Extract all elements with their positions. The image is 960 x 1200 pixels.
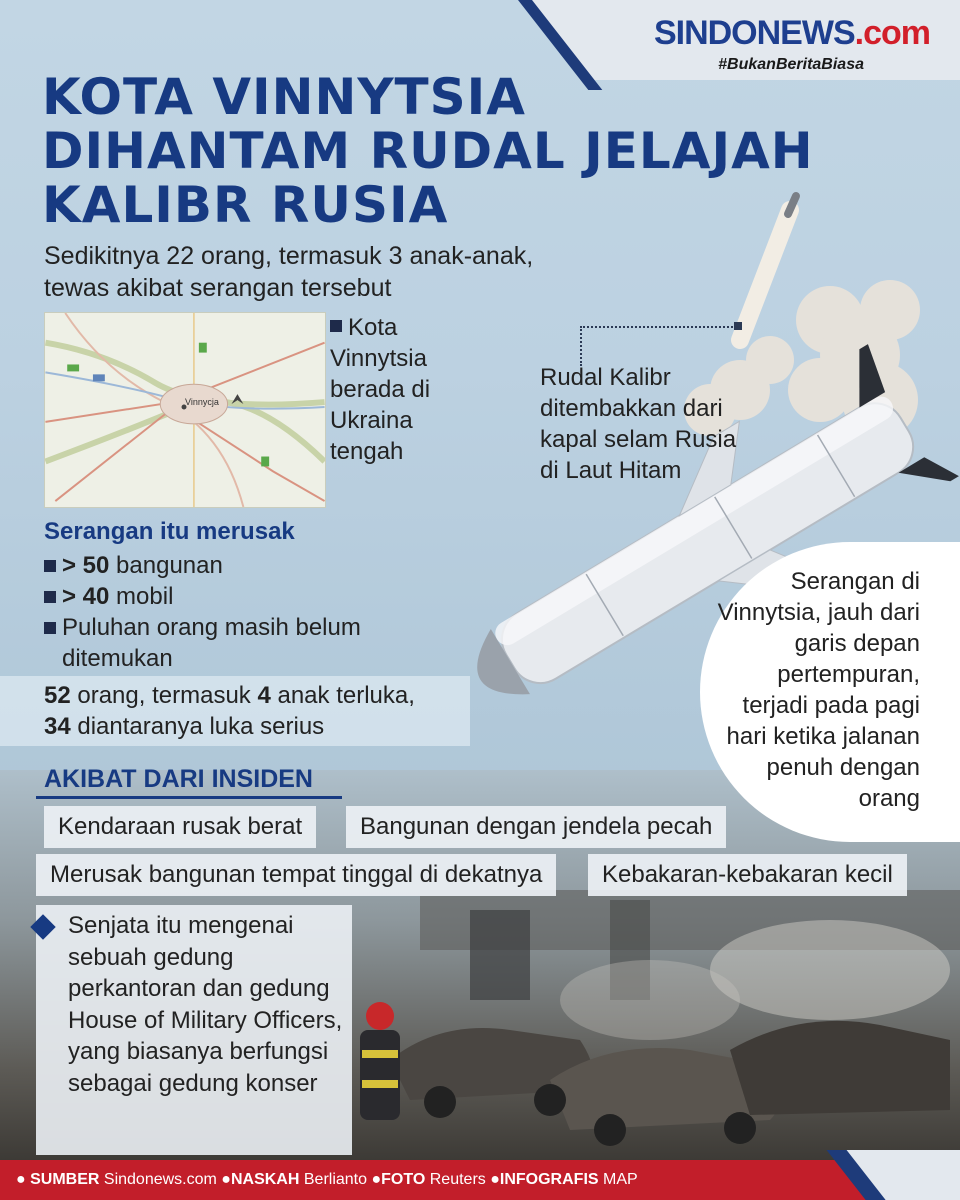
injured-count: 52 — [44, 682, 71, 709]
tagline: #BukanBeritaBiasa — [718, 56, 864, 73]
damage-item-text: Puluhan orang masih belum ditemukan — [62, 614, 361, 672]
description-text: Senjata itu mengenai sebuah gedung perkantoran dan gedung House of Military Officers, yang biasanya berfungsi sebagai gedung konser — [68, 912, 343, 1097]
credits-line: ● SUMBER Sindonews.com ●NASKAH Berlianto ●FOTO Reuters ●INFOGRAFIS MAP — [16, 1171, 638, 1188]
launch-caption: Rudal Kalibr ditembakkan dari kapal selam Rusia di Laut Hitam — [540, 364, 737, 484]
injured-text: orang, termasuk — [70, 682, 258, 709]
subtitle: Sedikitnya 22 orang, termasuk 3 anak-anak, tewas akibat serangan tersebut — [44, 242, 534, 302]
credit-key: FOTO — [381, 1171, 426, 1188]
consequence-chip: Kebakaran-kebakaran kecil — [588, 854, 907, 896]
injured-text: diantaranya luka serius — [70, 713, 325, 740]
map-graphic — [45, 313, 325, 507]
credit-key: SUMBER — [30, 1171, 100, 1188]
damage-item — [44, 550, 444, 581]
burnt-cars-scene — [350, 890, 960, 1160]
title-line-2: DIHANTAM RUDAL JELAJAH — [42, 122, 814, 180]
consequences-heading: AKIBAT DARI INSIDEN — [36, 765, 342, 799]
launch-pointer-line — [580, 326, 740, 366]
map-city-label: Vinnycja — [185, 397, 219, 407]
damage-heading: Serangan itu merusak — [44, 518, 295, 545]
firefighter-figure — [360, 1002, 400, 1120]
consequence-chip: Bangunan dengan jendela pecah — [346, 806, 726, 848]
damage-item-count: > 40 — [62, 583, 110, 610]
credit-value: Sindonews.com — [99, 1171, 222, 1188]
serious-count: 34 — [44, 713, 71, 740]
injured-summary — [0, 676, 470, 746]
bullet-square-icon — [44, 591, 56, 603]
map-note-text: Kota Vinnytsia berada di Ukraina tengah — [330, 314, 431, 465]
damage-item-count: > 50 — [62, 552, 110, 579]
damage-item-text: mobil — [109, 583, 174, 610]
vinnytsia-map — [44, 312, 326, 508]
damage-list — [44, 550, 444, 674]
injured-children-count: 4 — [257, 682, 271, 709]
damage-item — [44, 581, 444, 612]
damage-item — [44, 612, 444, 674]
consequence-chip: Kendaraan rusak berat — [44, 806, 316, 848]
credit-value: Reuters — [425, 1171, 491, 1188]
launch-pointer-dot — [734, 322, 742, 330]
consequence-chip: Merusak bangunan tempat tinggal di dekatnya — [36, 854, 556, 896]
bullet-square-icon — [44, 622, 56, 634]
logo-suffix: .com — [854, 14, 930, 52]
bullet-square-icon — [330, 320, 342, 332]
credits-footer — [0, 1160, 960, 1200]
injured-text: anak terluka, — [270, 682, 415, 709]
credit-key: INFOGRAFIS — [499, 1171, 599, 1188]
callout-text: Serangan di Vinnytsia, jauh dari garis depan pertempuran, terjadi pada pagi hari ketika jalanan penuh dengan orang — [717, 568, 920, 812]
launch-trail — [740, 210, 790, 340]
title-line-1: KOTA VINNYTSIA — [42, 68, 526, 126]
bullet-square-icon — [44, 560, 56, 572]
title-line-3: KALIBR RUSIA — [42, 176, 449, 234]
logo-main: SINDONEWS — [653, 14, 855, 52]
credit-value: MAP — [598, 1171, 638, 1188]
credit-value: Berlianto — [299, 1171, 372, 1188]
damage-item-text: bangunan — [109, 552, 223, 579]
sindonews-logo — [654, 14, 930, 53]
credit-key: NASKAH — [230, 1171, 300, 1188]
